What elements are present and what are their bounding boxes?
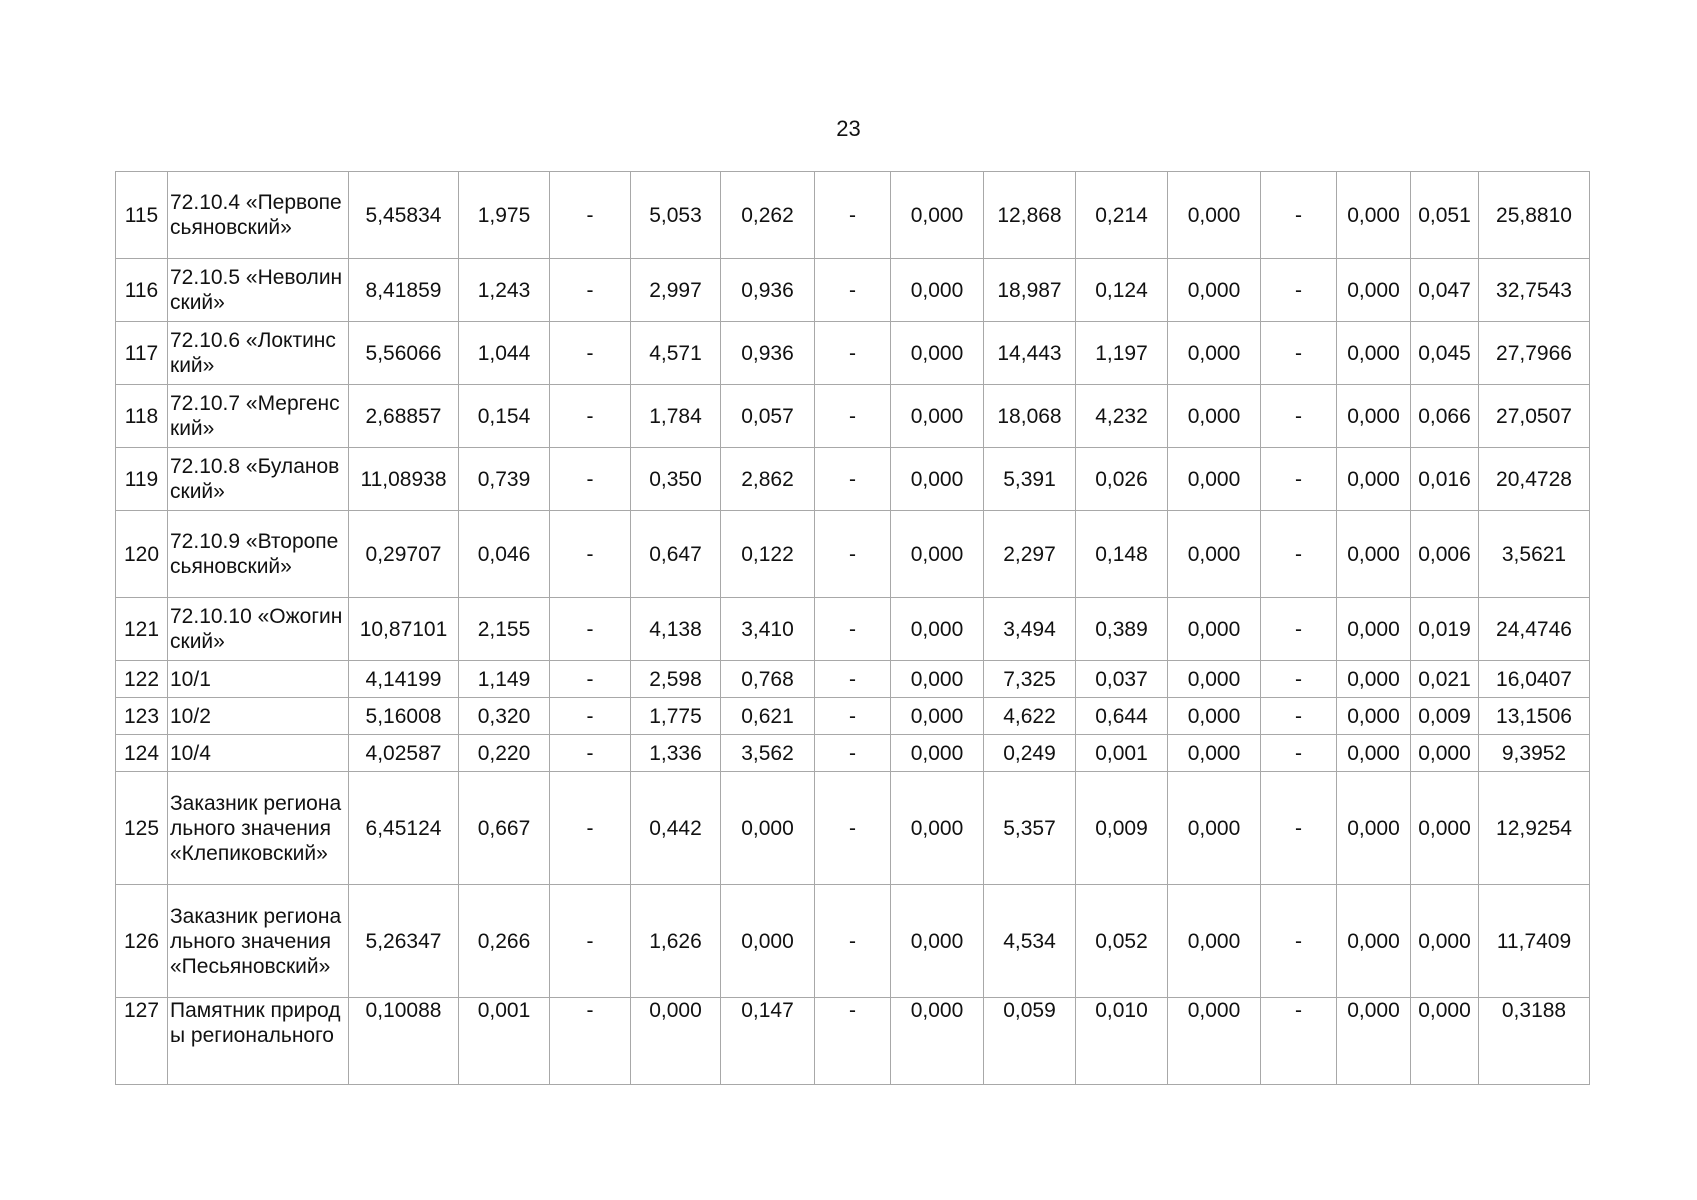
value-cell-11: - [1261, 511, 1337, 598]
value-cell-2: 0,154 [459, 385, 550, 448]
value-cell-3: - [550, 772, 631, 885]
value-cell-10: 0,000 [1168, 698, 1261, 735]
value-cell-2: 1,044 [459, 322, 550, 385]
value-cell-8: 5,391 [984, 448, 1076, 511]
value-cell-4: 0,000 [631, 998, 721, 1085]
value-cell-11: - [1261, 885, 1337, 998]
value-cell-4: 1,626 [631, 885, 721, 998]
value-cell-12: 0,000 [1337, 322, 1411, 385]
object-name-cell: 72.10.6 «Локтинский» [168, 322, 349, 385]
table-row [116, 259, 1590, 322]
value-cell-7: 0,000 [891, 172, 984, 259]
value-cell-9: 0,389 [1076, 598, 1168, 661]
table-row [116, 322, 1590, 385]
value-cell-1: 6,45124 [349, 772, 459, 885]
value-cell-2: 0,046 [459, 511, 550, 598]
object-name-cell: Заказник регионального значения «Клепиковский» [168, 772, 349, 885]
value-cell-8: 7,325 [984, 661, 1076, 698]
table-row [116, 511, 1590, 598]
table-row [116, 448, 1590, 511]
value-cell-10: 0,000 [1168, 172, 1261, 259]
value-cell-10: 0,000 [1168, 998, 1261, 1085]
value-cell-14: 12,9254 [1479, 772, 1590, 885]
value-cell-13: 0,000 [1411, 772, 1479, 885]
row-number-cell: 118 [116, 385, 168, 448]
value-cell-8: 14,443 [984, 322, 1076, 385]
value-cell-11: - [1261, 998, 1337, 1085]
value-cell-7: 0,000 [891, 885, 984, 998]
value-cell-13: 0,006 [1411, 511, 1479, 598]
value-cell-9: 0,009 [1076, 772, 1168, 885]
value-cell-3: - [550, 998, 631, 1085]
value-cell-3: - [550, 385, 631, 448]
value-cell-9: 0,644 [1076, 698, 1168, 735]
object-name-cell: 72.10.4 «Первопесьяновский» [168, 172, 349, 259]
value-cell-8: 18,987 [984, 259, 1076, 322]
value-cell-3: - [550, 511, 631, 598]
value-cell-7: 0,000 [891, 322, 984, 385]
value-cell-3: - [550, 598, 631, 661]
value-cell-3: - [550, 698, 631, 735]
value-cell-7: 0,000 [891, 511, 984, 598]
row-number-cell: 123 [116, 698, 168, 735]
value-cell-5: 0,122 [721, 511, 815, 598]
row-number-cell: 115 [116, 172, 168, 259]
value-cell-8: 4,534 [984, 885, 1076, 998]
value-cell-13: 0,066 [1411, 385, 1479, 448]
value-cell-5: 0,768 [721, 661, 815, 698]
value-cell-7: 0,000 [891, 698, 984, 735]
value-cell-10: 0,000 [1168, 385, 1261, 448]
row-number-cell: 125 [116, 772, 168, 885]
value-cell-8: 18,068 [984, 385, 1076, 448]
value-cell-8: 0,059 [984, 998, 1076, 1085]
value-cell-12: 0,000 [1337, 259, 1411, 322]
value-cell-7: 0,000 [891, 772, 984, 885]
table-row [116, 772, 1590, 885]
row-number-cell: 122 [116, 661, 168, 698]
value-cell-1: 0,10088 [349, 998, 459, 1085]
value-cell-5: 0,000 [721, 885, 815, 998]
value-cell-4: 5,053 [631, 172, 721, 259]
object-name-cell: 72.10.7 «Мергенский» [168, 385, 349, 448]
object-name-cell: Заказник регионального значения «Песьяновский» [168, 885, 349, 998]
value-cell-11: - [1261, 661, 1337, 698]
value-cell-6: - [815, 885, 891, 998]
table-row [116, 698, 1590, 735]
value-cell-5: 0,000 [721, 772, 815, 885]
value-cell-8: 0,249 [984, 735, 1076, 772]
row-number-cell: 124 [116, 735, 168, 772]
value-cell-4: 1,336 [631, 735, 721, 772]
object-name-cell: 72.10.5 «Неволинский» [168, 259, 349, 322]
table-row [116, 385, 1590, 448]
value-cell-12: 0,000 [1337, 448, 1411, 511]
value-cell-9: 1,197 [1076, 322, 1168, 385]
value-cell-13: 0,019 [1411, 598, 1479, 661]
value-cell-11: - [1261, 259, 1337, 322]
value-cell-6: - [815, 772, 891, 885]
value-cell-10: 0,000 [1168, 322, 1261, 385]
page-number: 23 [836, 116, 861, 141]
value-cell-3: - [550, 448, 631, 511]
value-cell-10: 0,000 [1168, 259, 1261, 322]
value-cell-8: 3,494 [984, 598, 1076, 661]
value-cell-11: - [1261, 385, 1337, 448]
value-cell-5: 0,936 [721, 322, 815, 385]
value-cell-14: 11,7409 [1479, 885, 1590, 998]
value-cell-2: 1,149 [459, 661, 550, 698]
value-cell-14: 25,8810 [1479, 172, 1590, 259]
value-cell-1: 2,68857 [349, 385, 459, 448]
value-cell-14: 27,7966 [1479, 322, 1590, 385]
value-cell-12: 0,000 [1337, 598, 1411, 661]
value-cell-12: 0,000 [1337, 511, 1411, 598]
value-cell-14: 16,0407 [1479, 661, 1590, 698]
value-cell-9: 0,037 [1076, 661, 1168, 698]
value-cell-7: 0,000 [891, 259, 984, 322]
value-cell-6: - [815, 598, 891, 661]
value-cell-3: - [550, 661, 631, 698]
table-row [116, 998, 1590, 1085]
row-number-cell: 117 [116, 322, 168, 385]
value-cell-3: - [550, 172, 631, 259]
value-cell-12: 0,000 [1337, 698, 1411, 735]
value-cell-5: 2,862 [721, 448, 815, 511]
value-cell-1: 0,29707 [349, 511, 459, 598]
value-cell-1: 5,26347 [349, 885, 459, 998]
value-cell-14: 32,7543 [1479, 259, 1590, 322]
value-cell-3: - [550, 735, 631, 772]
value-cell-4: 2,598 [631, 661, 721, 698]
value-cell-10: 0,000 [1168, 448, 1261, 511]
row-number-cell: 121 [116, 598, 168, 661]
row-number-cell: 126 [116, 885, 168, 998]
value-cell-11: - [1261, 448, 1337, 511]
value-cell-1: 4,14199 [349, 661, 459, 698]
value-cell-1: 4,02587 [349, 735, 459, 772]
value-cell-5: 3,562 [721, 735, 815, 772]
data-table [115, 171, 1590, 1085]
value-cell-9: 0,052 [1076, 885, 1168, 998]
value-cell-14: 27,0507 [1479, 385, 1590, 448]
value-cell-9: 0,026 [1076, 448, 1168, 511]
value-cell-1: 5,16008 [349, 698, 459, 735]
object-name-cell: 10/4 [168, 735, 349, 772]
row-number-cell: 116 [116, 259, 168, 322]
value-cell-6: - [815, 998, 891, 1085]
value-cell-7: 0,000 [891, 385, 984, 448]
value-cell-2: 0,220 [459, 735, 550, 772]
value-cell-12: 0,000 [1337, 385, 1411, 448]
value-cell-4: 0,442 [631, 772, 721, 885]
value-cell-12: 0,000 [1337, 998, 1411, 1085]
value-cell-9: 0,124 [1076, 259, 1168, 322]
object-name-cell: Памятник природы регионального [168, 998, 349, 1085]
value-cell-13: 0,009 [1411, 698, 1479, 735]
value-cell-9: 0,001 [1076, 735, 1168, 772]
value-cell-10: 0,000 [1168, 661, 1261, 698]
value-cell-14: 20,4728 [1479, 448, 1590, 511]
value-cell-2: 0,320 [459, 698, 550, 735]
value-cell-8: 4,622 [984, 698, 1076, 735]
value-cell-10: 0,000 [1168, 598, 1261, 661]
value-cell-6: - [815, 661, 891, 698]
value-cell-1: 5,56066 [349, 322, 459, 385]
value-cell-10: 0,000 [1168, 511, 1261, 598]
value-cell-13: 0,000 [1411, 885, 1479, 998]
row-number-cell: 119 [116, 448, 168, 511]
object-name-cell: 72.10.9 «Второпесьяновский» [168, 511, 349, 598]
value-cell-11: - [1261, 598, 1337, 661]
value-cell-12: 0,000 [1337, 661, 1411, 698]
value-cell-4: 4,571 [631, 322, 721, 385]
value-cell-5: 0,621 [721, 698, 815, 735]
value-cell-12: 0,000 [1337, 172, 1411, 259]
value-cell-4: 4,138 [631, 598, 721, 661]
table-row [116, 172, 1590, 259]
value-cell-8: 2,297 [984, 511, 1076, 598]
value-cell-7: 0,000 [891, 598, 984, 661]
value-cell-13: 0,045 [1411, 322, 1479, 385]
value-cell-9: 0,214 [1076, 172, 1168, 259]
value-cell-3: - [550, 885, 631, 998]
row-number-cell: 120 [116, 511, 168, 598]
value-cell-13: 0,000 [1411, 735, 1479, 772]
value-cell-8: 5,357 [984, 772, 1076, 885]
value-cell-4: 2,997 [631, 259, 721, 322]
value-cell-6: - [815, 511, 891, 598]
table-row [116, 661, 1590, 698]
value-cell-13: 0,000 [1411, 998, 1479, 1085]
value-cell-7: 0,000 [891, 661, 984, 698]
value-cell-1: 10,87101 [349, 598, 459, 661]
value-cell-11: - [1261, 322, 1337, 385]
value-cell-6: - [815, 259, 891, 322]
value-cell-6: - [815, 698, 891, 735]
value-cell-14: 24,4746 [1479, 598, 1590, 661]
value-cell-2: 0,266 [459, 885, 550, 998]
value-cell-5: 0,057 [721, 385, 815, 448]
value-cell-14: 13,1506 [1479, 698, 1590, 735]
value-cell-9: 0,010 [1076, 998, 1168, 1085]
value-cell-1: 8,41859 [349, 259, 459, 322]
value-cell-14: 0,3188 [1479, 998, 1590, 1085]
value-cell-12: 0,000 [1337, 772, 1411, 885]
value-cell-2: 0,739 [459, 448, 550, 511]
value-cell-7: 0,000 [891, 448, 984, 511]
value-cell-10: 0,000 [1168, 885, 1261, 998]
value-cell-7: 0,000 [891, 998, 984, 1085]
object-name-cell: 10/1 [168, 661, 349, 698]
value-cell-5: 0,262 [721, 172, 815, 259]
value-cell-6: - [815, 172, 891, 259]
value-cell-11: - [1261, 698, 1337, 735]
value-cell-2: 1,975 [459, 172, 550, 259]
object-name-cell: 72.10.10 «Ожогинский» [168, 598, 349, 661]
value-cell-12: 0,000 [1337, 735, 1411, 772]
value-cell-6: - [815, 385, 891, 448]
value-cell-10: 0,000 [1168, 735, 1261, 772]
row-number-cell: 127 [116, 998, 168, 1085]
value-cell-13: 0,047 [1411, 259, 1479, 322]
value-cell-9: 0,148 [1076, 511, 1168, 598]
value-cell-11: - [1261, 735, 1337, 772]
value-cell-1: 5,45834 [349, 172, 459, 259]
value-cell-6: - [815, 322, 891, 385]
table-row [116, 598, 1590, 661]
value-cell-5: 3,410 [721, 598, 815, 661]
value-cell-2: 1,243 [459, 259, 550, 322]
value-cell-9: 4,232 [1076, 385, 1168, 448]
value-cell-5: 0,936 [721, 259, 815, 322]
value-cell-6: - [815, 448, 891, 511]
value-cell-12: 0,000 [1337, 885, 1411, 998]
value-cell-6: - [815, 735, 891, 772]
table-row [116, 885, 1590, 998]
value-cell-14: 9,3952 [1479, 735, 1590, 772]
value-cell-5: 0,147 [721, 998, 815, 1085]
value-cell-11: - [1261, 172, 1337, 259]
object-name-cell: 72.10.8 «Булановский» [168, 448, 349, 511]
value-cell-13: 0,021 [1411, 661, 1479, 698]
value-cell-10: 0,000 [1168, 772, 1261, 885]
value-cell-4: 0,350 [631, 448, 721, 511]
value-cell-14: 3,5621 [1479, 511, 1590, 598]
value-cell-4: 1,775 [631, 698, 721, 735]
value-cell-3: - [550, 322, 631, 385]
value-cell-7: 0,000 [891, 735, 984, 772]
value-cell-13: 0,051 [1411, 172, 1479, 259]
value-cell-13: 0,016 [1411, 448, 1479, 511]
value-cell-8: 12,868 [984, 172, 1076, 259]
table-row [116, 735, 1590, 772]
value-cell-1: 11,08938 [349, 448, 459, 511]
value-cell-2: 0,001 [459, 998, 550, 1085]
object-name-cell: 10/2 [168, 698, 349, 735]
value-cell-4: 0,647 [631, 511, 721, 598]
value-cell-11: - [1261, 772, 1337, 885]
value-cell-4: 1,784 [631, 385, 721, 448]
value-cell-3: - [550, 259, 631, 322]
value-cell-2: 2,155 [459, 598, 550, 661]
value-cell-2: 0,667 [459, 772, 550, 885]
